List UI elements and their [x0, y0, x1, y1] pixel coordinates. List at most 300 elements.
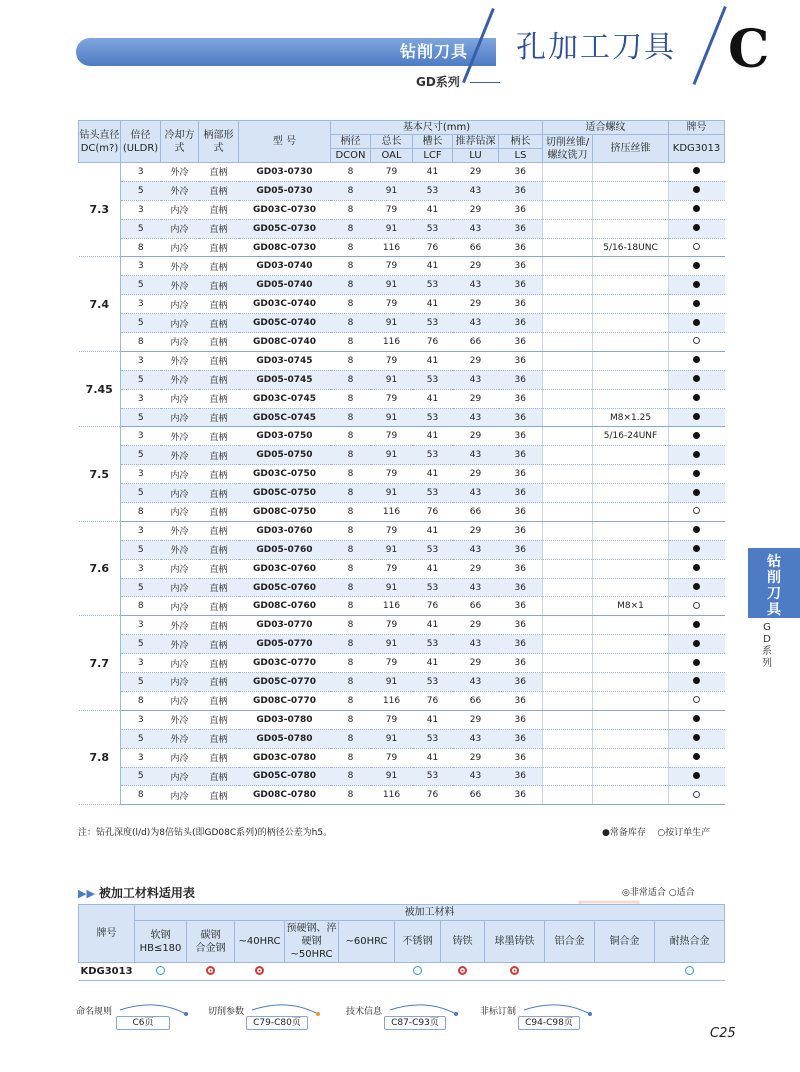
cell-cool: 内冷 [161, 484, 199, 503]
cell-dcon: 8 [331, 616, 371, 635]
cell-dcon: 8 [331, 446, 371, 465]
cell-cool: 外冷 [161, 635, 199, 654]
cell-cut-thread [543, 691, 593, 710]
table-row [79, 389, 725, 408]
cell-ls: 36 [499, 333, 543, 352]
stock-hollow-dot-icon [693, 337, 700, 344]
col-lu: LU [453, 149, 499, 163]
cell-oal: 79 [371, 710, 413, 729]
cell-lcf: 53 [413, 767, 453, 786]
cell-stock [669, 616, 725, 635]
mat-col-line2: HB≤180 [139, 942, 182, 954]
col-basic-dims: 基本尺寸(mm) [331, 121, 543, 135]
mat-mark-cell [655, 963, 725, 981]
table-row [79, 276, 725, 295]
col-dcon: DCON [331, 149, 371, 163]
cell-cool: 内冷 [161, 503, 199, 522]
cell-oal: 91 [371, 314, 413, 333]
cell-cut-thread [543, 465, 593, 484]
cell-stock [669, 446, 725, 465]
cell-lu: 43 [453, 767, 499, 786]
cell-lcf: 41 [413, 351, 453, 370]
stock-filled-dot-icon [693, 583, 700, 590]
cell-lu: 43 [453, 578, 499, 597]
col-flute: 槽长 [413, 135, 453, 149]
cell-lcf: 53 [413, 635, 453, 654]
mat-col-line1: 铜合金 [609, 936, 640, 947]
side-tab-sub: GD系列 [762, 622, 772, 669]
materials-header-row [79, 921, 725, 963]
cell-oal: 116 [371, 503, 413, 522]
table-row [79, 578, 725, 597]
col-cut-thread: 切削丝锥/螺纹铣刀 [543, 135, 593, 163]
cell-oal: 91 [371, 181, 413, 200]
cell-lu: 66 [453, 238, 499, 257]
cell-form-thread [593, 389, 669, 408]
chapter-letter: C [728, 19, 770, 80]
cell-uldr: 5 [121, 673, 161, 692]
cell-cut-thread [543, 427, 593, 446]
cell-model: GD05-0760 [239, 540, 331, 559]
cell-stock [669, 710, 725, 729]
mat-mark-cell [545, 963, 595, 981]
cell-cut-thread [543, 446, 593, 465]
cell-ls: 36 [499, 540, 543, 559]
cell-shank: 直柄 [199, 446, 239, 465]
cell-dcon: 8 [331, 200, 371, 219]
stock-filled-dot-icon [693, 300, 700, 307]
cell-model: GD05C-0780 [239, 767, 331, 786]
cell-model: GD05-0780 [239, 729, 331, 748]
table-row [79, 295, 725, 314]
cell-uldr: 3 [121, 521, 161, 540]
cell-ls: 36 [499, 616, 543, 635]
cell-lu: 43 [453, 446, 499, 465]
cell-shank: 直柄 [199, 635, 239, 654]
cell-ls: 36 [499, 654, 543, 673]
cell-stock [669, 786, 725, 805]
series-label: GD系列 [416, 75, 460, 89]
cell-cool: 内冷 [161, 748, 199, 767]
col-cooling: 冷却方式 [161, 121, 199, 163]
mat-mark-cell [187, 963, 235, 981]
cell-form-thread [593, 446, 669, 465]
stock-filled-dot-icon [693, 413, 700, 420]
table-row [79, 521, 725, 540]
cell-lcf: 41 [413, 559, 453, 578]
materials-table [78, 904, 725, 981]
col-lcf: LCF [413, 149, 453, 163]
cell-shank: 直柄 [199, 484, 239, 503]
cell-lu: 29 [453, 559, 499, 578]
cell-cut-thread [543, 333, 593, 352]
cell-model: GD05-0770 [239, 635, 331, 654]
cell-stock [669, 521, 725, 540]
cell-dcon: 8 [331, 691, 371, 710]
legend-solid: ●常备库存 [602, 828, 646, 838]
cell-stock [669, 673, 725, 692]
cell-cool: 外冷 [161, 163, 199, 182]
col-ls: 柄长 [499, 135, 543, 149]
stock-filled-dot-icon [693, 659, 700, 666]
cell-model: GD05C-0740 [239, 314, 331, 333]
cell-stock [669, 238, 725, 257]
cell-model: GD03-0745 [239, 351, 331, 370]
cell-lcf: 53 [413, 673, 453, 692]
cell-lcf: 76 [413, 691, 453, 710]
cell-shank: 直柄 [199, 295, 239, 314]
product-table-body [79, 163, 725, 805]
cell-uldr: 5 [121, 540, 161, 559]
cell-model: GD03C-0750 [239, 465, 331, 484]
cell-lu: 66 [453, 691, 499, 710]
cell-shank: 直柄 [199, 427, 239, 446]
cell-dcon: 8 [331, 465, 371, 484]
cell-cut-thread [543, 503, 593, 522]
mat-col-line1: 软钢 [150, 929, 171, 941]
table-row [79, 559, 725, 578]
mat-col-line1: 不锈钢 [402, 936, 433, 947]
cell-lcf: 53 [413, 276, 453, 295]
cell-oal: 79 [371, 163, 413, 182]
cell-stock [669, 484, 725, 503]
stock-filled-dot-icon [693, 432, 700, 439]
cell-shank: 直柄 [199, 748, 239, 767]
stock-filled-dot-icon [693, 167, 700, 174]
cell-cut-thread [543, 635, 593, 654]
cell-stock [669, 200, 725, 219]
cell-cool: 内冷 [161, 389, 199, 408]
very-suitable-icon [255, 966, 264, 975]
cell-cut-thread [543, 219, 593, 238]
mat-mark-cell [395, 963, 441, 981]
cell-oal: 79 [371, 748, 413, 767]
col-depth: 推荐钻深 [453, 135, 499, 149]
mat-mark-cell [235, 963, 285, 981]
cell-lu: 29 [453, 748, 499, 767]
cell-form-thread [593, 691, 669, 710]
cell-uldr: 5 [121, 276, 161, 295]
cell-oal: 79 [371, 559, 413, 578]
cell-lu: 43 [453, 408, 499, 427]
cell-lcf: 76 [413, 333, 453, 352]
cell-dcon: 8 [331, 484, 371, 503]
mat-col [655, 921, 725, 963]
series-underline [470, 82, 500, 83]
stock-hollow-dot-icon [693, 602, 700, 609]
very-suitable-icon [458, 966, 467, 975]
cell-ls: 36 [499, 559, 543, 578]
cell-oal: 116 [371, 786, 413, 805]
cell-ls: 36 [499, 238, 543, 257]
cell-form-thread [593, 219, 669, 238]
cell-form-thread [593, 276, 669, 295]
cell-cool: 外冷 [161, 521, 199, 540]
mat-col-group: 被加工材料 [135, 905, 725, 921]
stock-hollow-dot-icon [693, 791, 700, 798]
cell-form-thread [593, 540, 669, 559]
cell-ls: 36 [499, 446, 543, 465]
cell-shank: 直柄 [199, 333, 239, 352]
cell-stock [669, 351, 725, 370]
table-note: 注：钻孔深度(l/d)为8倍钻头(即GD08C系列)的柄径公差为h5。 [78, 828, 333, 838]
cell-model: GD08C-0760 [239, 597, 331, 616]
side-tab-title: 钻削刀具 [767, 554, 781, 618]
cell-dcon: 8 [331, 748, 371, 767]
page-number: C25 [710, 1026, 736, 1041]
cell-ls: 36 [499, 276, 543, 295]
col-oal-code: OAL [371, 149, 413, 163]
cell-uldr: 3 [121, 351, 161, 370]
cell-lcf: 41 [413, 465, 453, 484]
cell-dcon: 8 [331, 710, 371, 729]
cell-shank: 直柄 [199, 276, 239, 295]
stock-filled-dot-icon [693, 356, 700, 363]
cell-lu: 43 [453, 540, 499, 559]
cell-dcon: 8 [331, 351, 371, 370]
cell-lu: 43 [453, 729, 499, 748]
table-row [79, 729, 725, 748]
cell-cut-thread [543, 578, 593, 597]
dc-cell: 7.3 [79, 163, 121, 257]
col-brand: 牌号 [669, 121, 725, 135]
cell-dcon: 8 [331, 503, 371, 522]
cell-lcf: 41 [413, 163, 453, 182]
cell-uldr: 8 [121, 786, 161, 805]
cell-lu: 29 [453, 710, 499, 729]
stock-filled-dot-icon [693, 734, 700, 741]
cell-ls: 36 [499, 351, 543, 370]
cell-model: GD03C-0780 [239, 748, 331, 767]
cell-oal: 116 [371, 597, 413, 616]
cell-ls: 36 [499, 427, 543, 446]
cell-model: GD05-0750 [239, 446, 331, 465]
cell-form-thread [593, 200, 669, 219]
cell-stock [669, 503, 725, 522]
reference-page-box[interactable]: C79-C80页 [246, 1016, 308, 1030]
cell-ls: 36 [499, 503, 543, 522]
cell-cut-thread [543, 238, 593, 257]
materials-row [79, 963, 725, 981]
cell-lu: 29 [453, 521, 499, 540]
cell-shank: 直柄 [199, 710, 239, 729]
table-row [79, 786, 725, 805]
cell-uldr: 5 [121, 446, 161, 465]
cell-oal: 79 [371, 427, 413, 446]
cell-uldr: 5 [121, 181, 161, 200]
product-table-wrap [78, 120, 724, 805]
cell-ls: 36 [499, 200, 543, 219]
suitable-icon [156, 966, 165, 975]
stock-hollow-dot-icon [693, 696, 700, 703]
cell-lu: 29 [453, 351, 499, 370]
cell-cut-thread [543, 521, 593, 540]
cell-cool: 内冷 [161, 654, 199, 673]
cell-oal: 91 [371, 276, 413, 295]
cell-cut-thread [543, 748, 593, 767]
suitable-icon [413, 966, 422, 975]
side-tab[interactable] [748, 548, 800, 618]
cell-lu: 29 [453, 465, 499, 484]
stock-filled-dot-icon [693, 564, 700, 571]
cell-cut-thread [543, 484, 593, 503]
cell-cut-thread [543, 767, 593, 786]
table-row [79, 314, 725, 333]
cell-lcf: 53 [413, 370, 453, 389]
reference-page-box[interactable]: C6页 [116, 1016, 170, 1030]
mat-mark-cell [441, 963, 485, 981]
cell-ls: 36 [499, 465, 543, 484]
table-row [79, 257, 725, 276]
cell-lu: 66 [453, 786, 499, 805]
cell-model: GD03-0770 [239, 616, 331, 635]
suitable-icon [685, 966, 694, 975]
cell-dcon: 8 [331, 427, 371, 446]
stock-filled-dot-icon [693, 526, 700, 533]
stock-filled-dot-icon [693, 677, 700, 684]
cell-form-thread [593, 654, 669, 673]
cell-shank: 直柄 [199, 503, 239, 522]
mat-col-line2: ~50HRC [290, 949, 333, 960]
cell-uldr: 3 [121, 163, 161, 182]
cell-ls: 36 [499, 691, 543, 710]
cell-form-thread: M8×1 [593, 597, 669, 616]
cell-oal: 91 [371, 635, 413, 654]
cell-ls: 36 [499, 181, 543, 200]
table-row [79, 446, 725, 465]
cell-model: GD08C-0770 [239, 691, 331, 710]
reference-page-box[interactable]: C94-C98页 [518, 1016, 580, 1030]
cell-cool: 外冷 [161, 427, 199, 446]
cell-uldr: 5 [121, 408, 161, 427]
cell-cool: 外冷 [161, 729, 199, 748]
table-row [79, 408, 725, 427]
table-row [79, 503, 725, 522]
col-shank: 柄部形式 [199, 121, 239, 163]
cell-oal: 91 [371, 446, 413, 465]
cell-ls: 36 [499, 484, 543, 503]
mat-col-line1: 预硬钢、淬硬钢 [286, 923, 337, 947]
cell-stock [669, 635, 725, 654]
cell-lcf: 76 [413, 786, 453, 805]
cell-model: GD08C-0780 [239, 786, 331, 805]
cell-uldr: 5 [121, 729, 161, 748]
cell-stock [669, 540, 725, 559]
cell-cut-thread [543, 654, 593, 673]
cell-shank: 直柄 [199, 767, 239, 786]
cell-model: GD03-0780 [239, 710, 331, 729]
cell-uldr: 5 [121, 635, 161, 654]
cell-stock [669, 729, 725, 748]
cell-ls: 36 [499, 597, 543, 616]
cell-dcon: 8 [331, 257, 371, 276]
cell-model: GD05C-0745 [239, 408, 331, 427]
cell-uldr: 5 [121, 578, 161, 597]
mat-col-line2: ~40HRC [238, 936, 281, 947]
cell-shank: 直柄 [199, 465, 239, 484]
cell-stock [669, 559, 725, 578]
cell-shank: 直柄 [199, 257, 239, 276]
cell-uldr: 5 [121, 314, 161, 333]
reference-page-box[interactable]: C87-C93页 [384, 1016, 446, 1030]
stock-filled-dot-icon [693, 281, 700, 288]
cell-cut-thread [543, 597, 593, 616]
cell-cool: 内冷 [161, 673, 199, 692]
cell-form-thread [593, 710, 669, 729]
cell-cut-thread [543, 559, 593, 578]
cell-stock [669, 408, 725, 427]
dc-cell: 7.4 [79, 257, 121, 351]
cell-cool: 内冷 [161, 578, 199, 597]
cell-dcon: 8 [331, 729, 371, 748]
mat-col [545, 921, 595, 963]
cell-uldr: 5 [121, 370, 161, 389]
cell-form-thread [593, 163, 669, 182]
cell-dcon: 8 [331, 767, 371, 786]
col-uldr: 倍径(ULDR) [121, 121, 161, 163]
table-row [79, 163, 725, 182]
dc-cell: 7.45 [79, 351, 121, 427]
cell-cool: 内冷 [161, 559, 199, 578]
cell-uldr: 3 [121, 616, 161, 635]
cell-oal: 91 [371, 578, 413, 597]
cell-uldr: 8 [121, 597, 161, 616]
cell-cool: 内冷 [161, 238, 199, 257]
cell-model: GD03C-0730 [239, 200, 331, 219]
cell-uldr: 3 [121, 295, 161, 314]
page-reference[interactable] [480, 1004, 573, 1028]
cell-form-thread [593, 351, 669, 370]
cell-lu: 29 [453, 257, 499, 276]
cell-ls: 36 [499, 219, 543, 238]
cell-lcf: 53 [413, 729, 453, 748]
reference-label: 切削参数 [208, 1007, 245, 1017]
cell-model: GD08C-0740 [239, 333, 331, 352]
mat-col [187, 921, 235, 963]
mat-col [395, 921, 441, 963]
cell-cut-thread [543, 200, 593, 219]
stock-filled-dot-icon [693, 621, 700, 628]
page-reference[interactable] [346, 1004, 439, 1028]
dc-cell: 7.5 [79, 427, 121, 521]
cell-dcon: 8 [331, 276, 371, 295]
header-title: 钻削刀具 [400, 42, 469, 61]
cell-stock [669, 465, 725, 484]
cell-stock [669, 654, 725, 673]
reference-label: 命名规则 [76, 1007, 113, 1017]
table-row [79, 333, 725, 352]
cell-shank: 直柄 [199, 389, 239, 408]
header-subtitle: 孔加工刀具 [516, 30, 676, 65]
cell-dcon: 8 [331, 786, 371, 805]
cell-form-thread [593, 465, 669, 484]
page-reference[interactable] [208, 1004, 301, 1028]
cell-lu: 43 [453, 370, 499, 389]
mat-col-line1: 球墨铸铁 [494, 936, 535, 947]
cell-lu: 29 [453, 200, 499, 219]
cell-shank: 直柄 [199, 691, 239, 710]
cell-stock [669, 295, 725, 314]
cell-uldr: 3 [121, 427, 161, 446]
mat-col [285, 921, 339, 963]
cell-stock [669, 767, 725, 786]
page-reference[interactable] [76, 1004, 154, 1028]
cell-model: GD03-0740 [239, 257, 331, 276]
cell-cut-thread [543, 673, 593, 692]
cell-cut-thread [543, 616, 593, 635]
cell-uldr: 3 [121, 748, 161, 767]
stock-filled-dot-icon [693, 470, 700, 477]
